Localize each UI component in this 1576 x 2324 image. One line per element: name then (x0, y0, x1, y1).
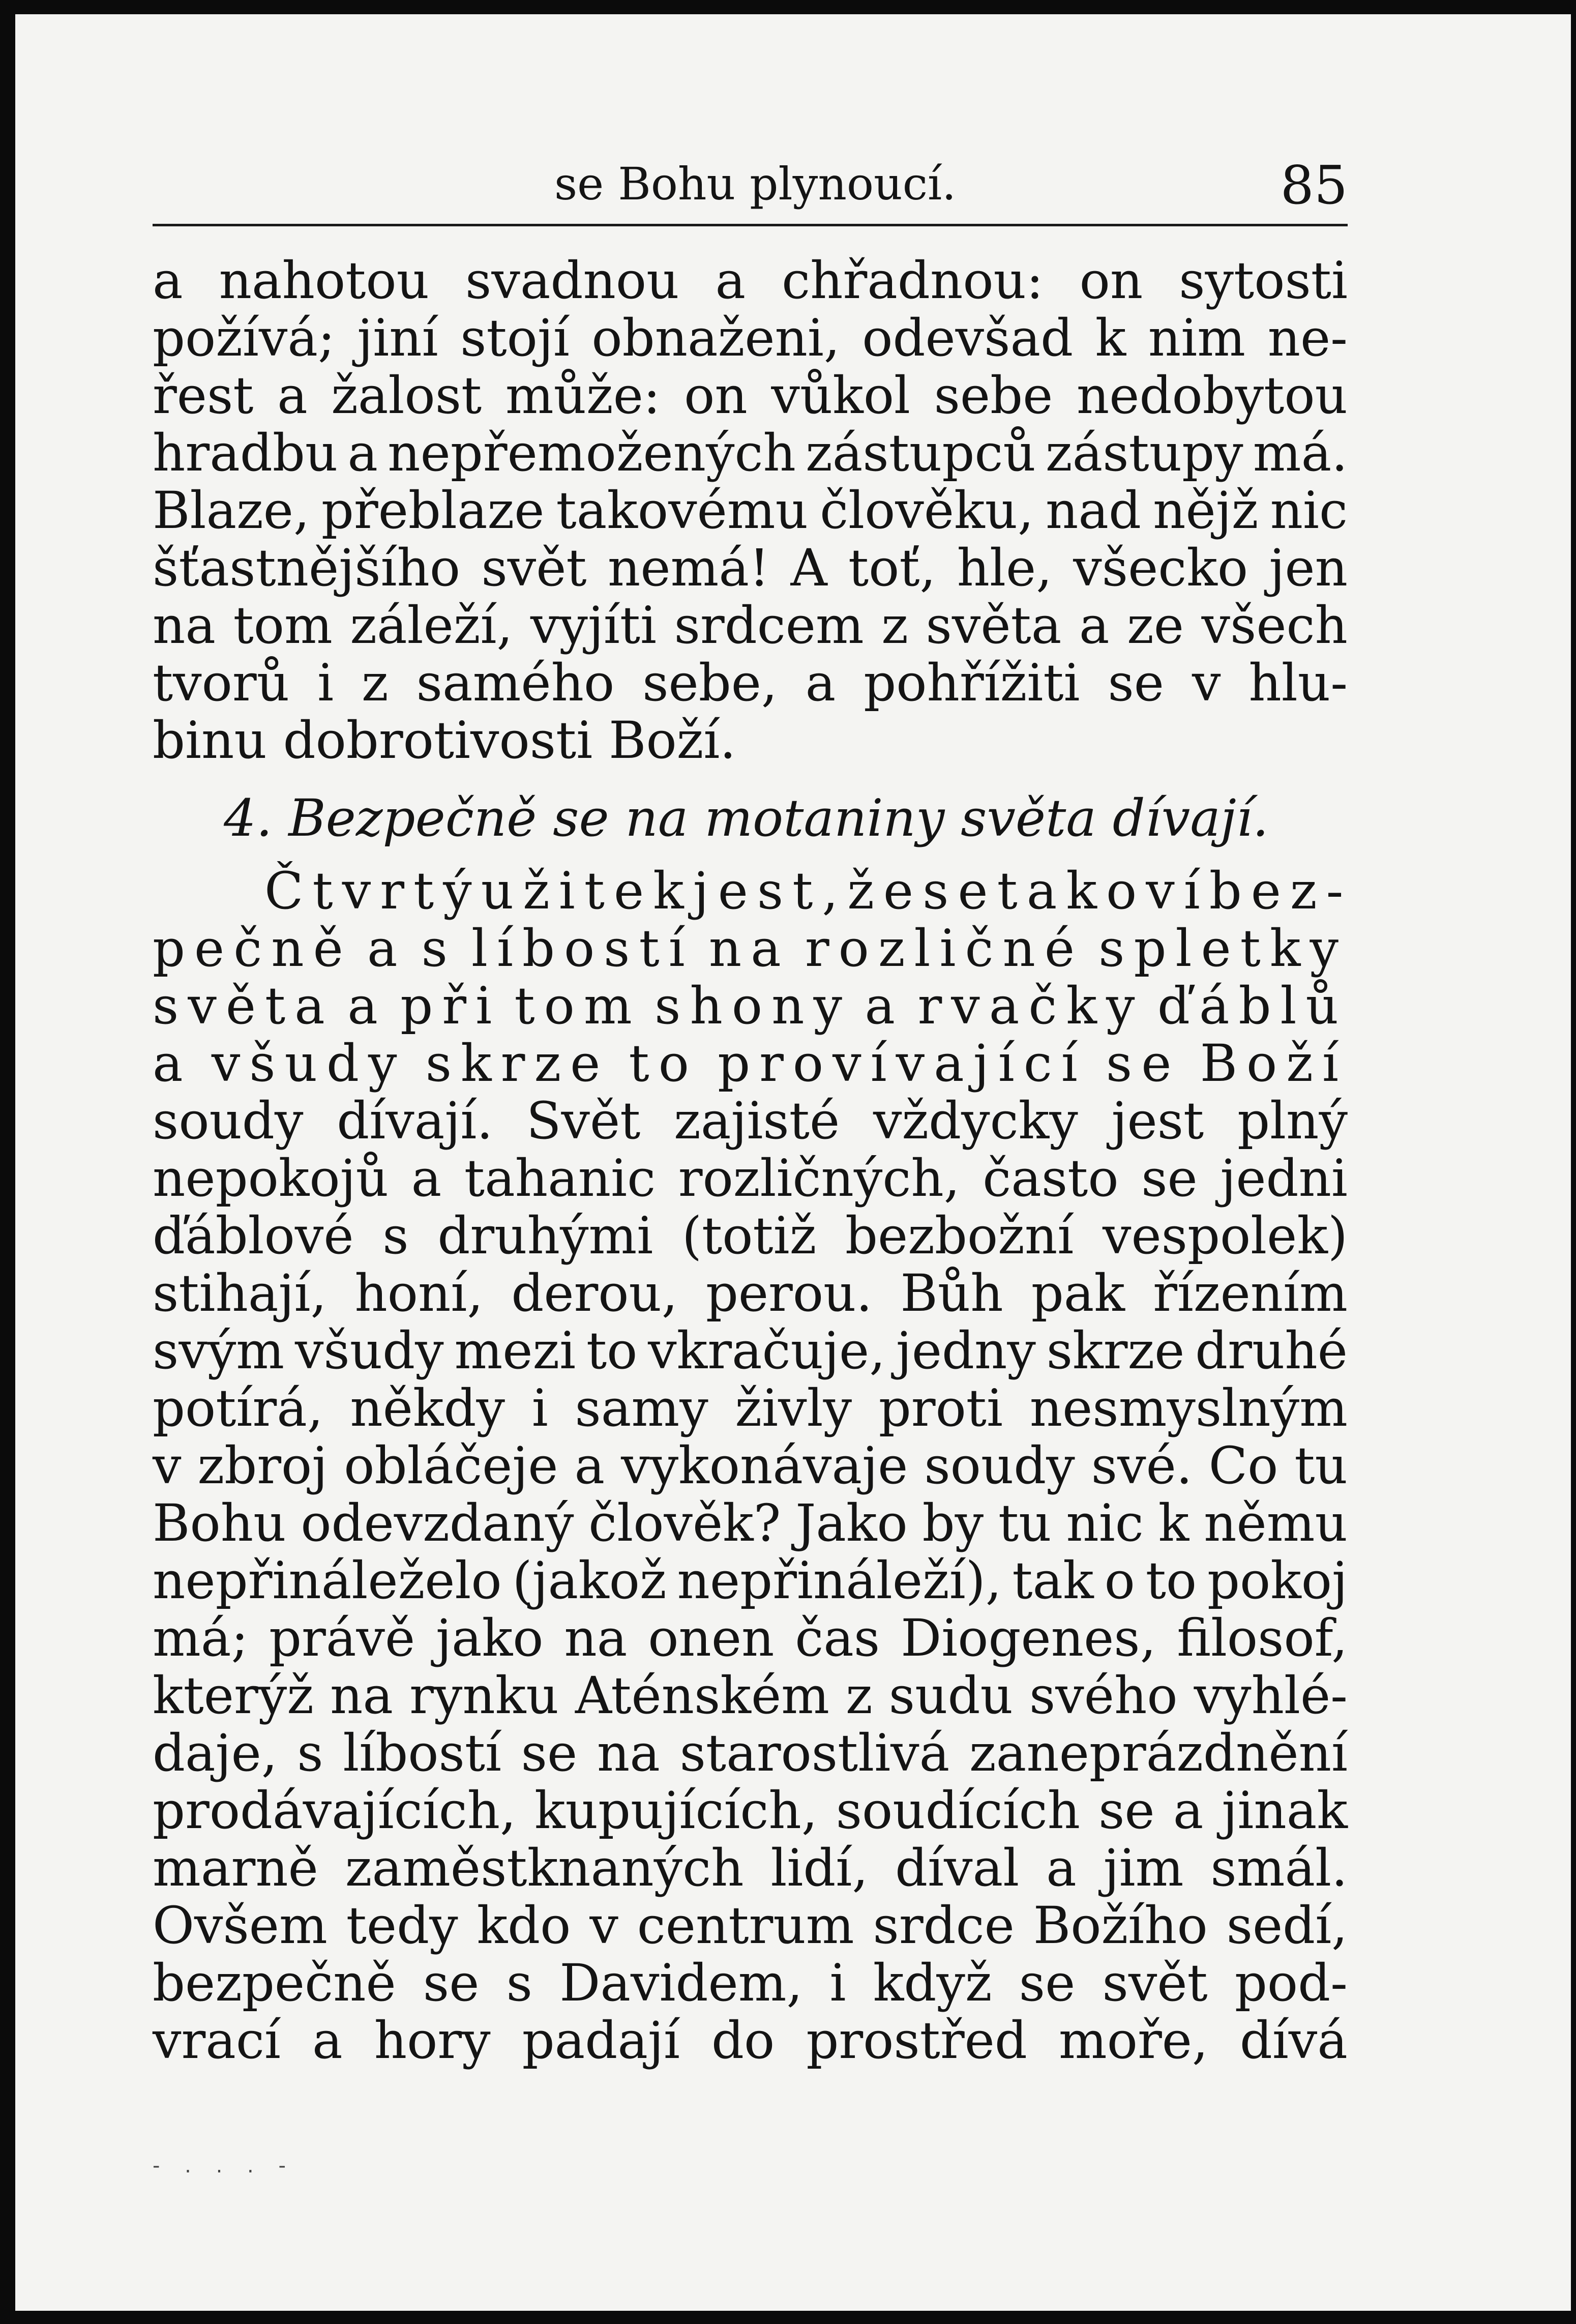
text-line: bezpečně se s Davidem, i když se svět pod- (153, 1953, 1348, 2013)
text-line: Blaze, přeblaze takovému člověku, nad nějž nic (153, 481, 1348, 540)
text-line: prodávajících, kupujících, soudících se a jinak (153, 1781, 1348, 1840)
text-line: daje, s líbostí se na starostlivá zaneprázdnění (153, 1723, 1348, 1783)
text-line: Bohu odevzdaný člověk? Jako by tu nic k němu (153, 1493, 1348, 1553)
running-header (153, 148, 1348, 226)
text-line: kterýž na rynku Aténském z sudu svého vyhlé- (153, 1666, 1348, 1725)
text-line: v zbroj obláčeje a vykonávaje soudy své. Co tu (153, 1436, 1348, 1495)
text-line: tvorů i z samého sebe, a pohřížiti se v hlu- (153, 653, 1348, 713)
text-line: svým všudy mezi to vkračuje, jedny skrze druhé (153, 1321, 1348, 1380)
text-line: a nahotou svadnou a chřadnou: on sytosti (153, 251, 1348, 310)
text-line: ďáblové s druhými (totiž bezbožní vespolek) (153, 1206, 1348, 1266)
page-number: 85 (1280, 154, 1348, 216)
text-line: marně zaměstknaných lidí, díval a jim smál. (153, 1838, 1348, 1898)
text-line: nepokojů a tahanic rozličných, často se jedni (153, 1149, 1348, 1208)
text-line: a všudy skrze to provívající se Boží (153, 1034, 1348, 1093)
text-line: hradbu a nepřemožených zástupců zástupy má. (153, 423, 1348, 483)
footer-marks: - . . . - (153, 2154, 295, 2178)
text-line: Čtvrtý užitek jest, že se takoví bez- (264, 861, 1353, 921)
text-line: na tom záleží, vyjíti srdcem z světa a ze všech (153, 596, 1348, 655)
text-line: šťastnějšího svět nemá! A toť, hle, všecko jen (153, 538, 1348, 598)
text-line: soudy dívají. Svět zajisté vždycky jest plný (153, 1091, 1348, 1151)
text-line: Ovšem tedy kdo v centrum srdce Božího sedí, (153, 1896, 1348, 1955)
book-page (153, 148, 1353, 2070)
text-line: nepřináleželo (jakož nepřináleží), tak o to pokoj (153, 1551, 1348, 1610)
paragraph-continued (153, 252, 1348, 769)
text-line: má; právě jako na onen čas Diogenes, filosof, (153, 1608, 1348, 1668)
text-line: pečně a s líbostí na rozličné spletky (153, 919, 1348, 978)
text-line: potírá, někdy i samy živly proti nesmyslným (153, 1378, 1348, 1438)
text-line: binu dobrotivosti Boží. (153, 711, 736, 770)
section-heading: 4. Bezpečně se na motaniny světa dívají. (224, 788, 1269, 848)
text-line: světa a při tom shony a rvačky ďáblů (153, 976, 1348, 1036)
text-line: stihají, honí, derou, perou. Bůh pak řízením (153, 1263, 1348, 1323)
text-line: řest a žalost může: on vůkol sebe nedobytou (153, 366, 1348, 425)
paragraph-section-4 (153, 861, 1353, 2070)
text-line: vrací a hory padají do prostřed moře, dívá (153, 2011, 1348, 2070)
text-line: požívá; jiní stojí obnaženi, odevšad k nim ne- (153, 308, 1348, 368)
running-title: se Bohu plynoucí. (554, 158, 957, 210)
